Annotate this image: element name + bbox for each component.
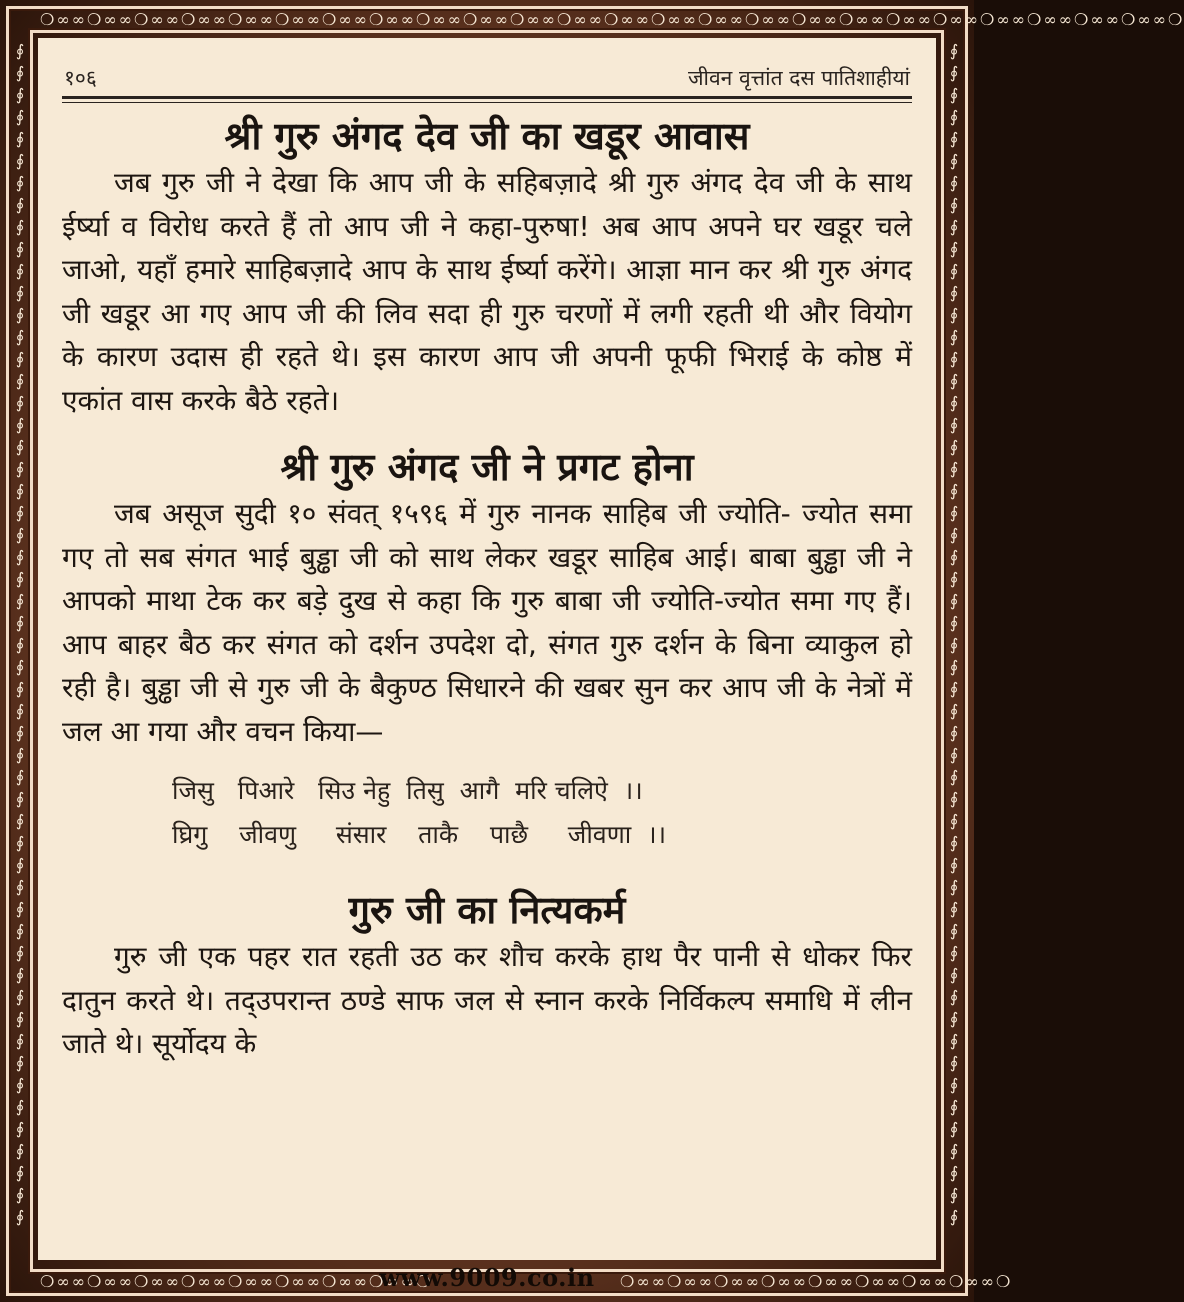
ornament-bottom-right: ❍∞∞❍∞∞❍∞∞❍∞∞❍∞∞❍∞∞❍∞∞❍∞∞❍	[620, 1272, 1013, 1291]
section-heading-3: गुरु जी का नित्यकर्म	[348, 888, 626, 932]
header-rule-thick	[62, 96, 912, 99]
verse-block	[172, 769, 912, 857]
page-number: १०६	[64, 66, 97, 90]
website-watermark: www.9009.co.in	[379, 1263, 595, 1292]
ornament-left: ∮ ∮ ∮ ∮ ∮ ∮ ∮ ∮ ∮ ∮ ∮ ∮ ∮ ∮ ∮ ∮ ∮ ∮ ∮ ∮ ∮ ∮ ∮ ∮ ∮ ∮ ∮ ∮ ∮ ∮ ∮ ∮ ∮ ∮ ∮ ∮ ∮ ∮ ∮ ∮ ∮ ∮ ∮ ∮ ∮ ∮ ∮ ∮ ∮ ∮ ∮ ∮ ∮ ∮	[15, 41, 25, 1226]
section-body-3: गुरु जी एक पहर रात रहती उठ कर शौच करके हाथ पैर पानी से धोकर फिर दातुन करते थे। तद्उपरान्त ठण्डे साफ जल से स्नान करके निर्विकल्प समाधि में लीन जाते थे। सूर्योदय के	[62, 940, 912, 1060]
verse-line-1: जिसु पिआरे सिउ नेहु तिसु आगै मरि चलिऐ ।।	[172, 776, 643, 805]
page-header	[62, 56, 912, 92]
section-body-1: जब गुरु जी ने देखा कि आप जी के सहिबज़ादे श्री गुरु अंगद देव जी के साथ ईर्ष्या व विरोध करते हैं तो आप जी ने कहा-पुरुषा! अब आप अपने घर खडूर चले जाओ, यहाँ हमारे साहिबज़ादे आप के साथ ईर्ष्या करेंगे। आज्ञा मान कर श्री गुरु अंगद जी खडूर आ गए आप जी की लिव सदा ही गुरु चरणों में लगी रहती थी और वियोग के कारण उदास ही रहते थे। इस कारण आप जी अपनी फूफी भिराई के कोष्ठ में एकांत वास करके बैठे रहते।	[62, 166, 912, 417]
running-title: जीवन वृत्तांत दस पातिशाहीयां	[687, 66, 910, 90]
verse-line-2: घ्रिगु जीवणु संसार ताकै पाछै जीवणा ।।	[172, 820, 667, 849]
ornament-top: ❍∞∞❍∞∞❍∞∞❍∞∞❍∞∞❍∞∞❍∞∞❍∞∞❍∞∞❍∞∞❍∞∞❍∞∞❍∞∞❍∞∞❍∞∞❍∞∞❍∞∞❍∞∞❍∞∞❍∞∞❍∞∞❍∞∞❍∞∞❍∞∞❍	[40, 10, 1184, 29]
section-body-2: जब असूज सुदी १० संवत् १५९६ में गुरु नानक साहिब जी ज्योति- ज्योत समा गए तो सब संगत भाई बुड्ढा जी को साथ लेकर खडूर साहिब आई। बाबा बुड्ढा जी ने आपको माथा टेक कर बड़े दुख से कहा कि गुरु बाबा जी ज्योति-ज्योत समा गए हैं। आप बाहर बैठ कर संगत को दर्शन उपदेश दो, संगत गुरु दर्शन के बिना व्याकुल हो रही है। बुड्ढा जी से गुरु जी के बैकुण्ठ सिधारने की खबर सुन कर आप जी के नेत्रों में जल आ गया और वचन किया—	[62, 497, 912, 748]
header-rule-thin	[62, 102, 912, 103]
ornament-right: ∮ ∮ ∮ ∮ ∮ ∮ ∮ ∮ ∮ ∮ ∮ ∮ ∮ ∮ ∮ ∮ ∮ ∮ ∮ ∮ ∮ ∮ ∮ ∮ ∮ ∮ ∮ ∮ ∮ ∮ ∮ ∮ ∮ ∮ ∮ ∮ ∮ ∮ ∮ ∮ ∮ ∮ ∮ ∮ ∮ ∮ ∮ ∮ ∮ ∮ ∮ ∮ ∮ ∮	[949, 41, 959, 1226]
ornament-bottom-left: ❍∞∞❍∞∞❍∞∞❍∞∞❍∞∞❍∞∞❍∞∞❍∞∞❍	[40, 1272, 433, 1291]
book-page	[38, 38, 936, 1260]
section-heading-1: श्री गुरु अंगद देव जी का खडूर आवास	[224, 114, 750, 158]
section-heading-2: श्री गुरु अंगद जी ने प्रगट होना	[280, 445, 694, 489]
